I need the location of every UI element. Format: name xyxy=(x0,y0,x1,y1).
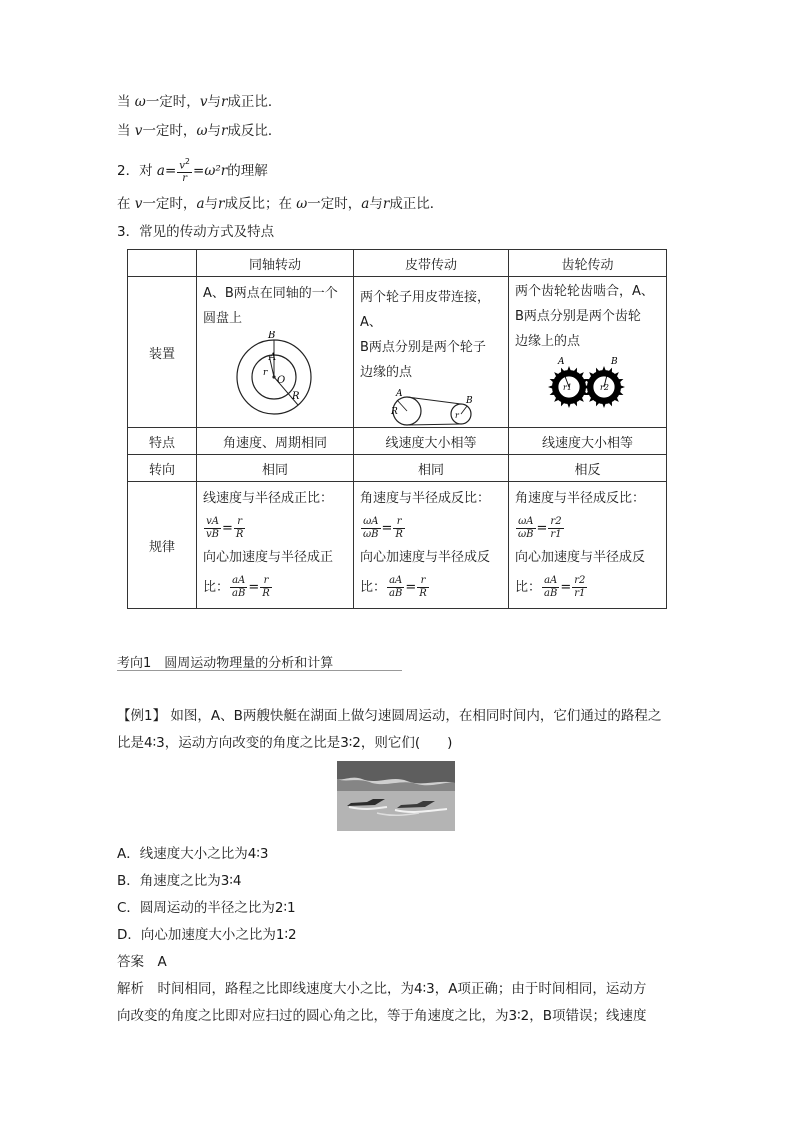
text: 比： xyxy=(515,579,542,595)
option-a: A．线速度大小之比为4∶3 xyxy=(117,846,269,862)
table-row-law xyxy=(128,482,667,609)
cell-direction-coaxial: 相同 xyxy=(197,455,354,482)
frac-num: aA xyxy=(542,576,559,588)
frac-den: aB xyxy=(389,587,403,599)
label-r: r xyxy=(455,411,459,420)
omega-symbol: ω xyxy=(134,94,146,110)
table-header-row xyxy=(128,250,667,277)
text: B两点分别是两个齿轮 xyxy=(515,309,641,324)
frac-num: aA xyxy=(387,576,404,588)
frac-num: r2 xyxy=(550,515,562,527)
label-r: r xyxy=(263,368,268,378)
text: 边缘的点 xyxy=(360,365,413,380)
r-symbol: r xyxy=(220,123,228,139)
text: 在 xyxy=(117,196,131,212)
text: B两点分别是两个轮子 xyxy=(360,340,486,355)
option-b: B．角速度之比为3∶4 xyxy=(117,873,242,889)
frac-num: ωA xyxy=(361,517,381,529)
text: 角速度与半径成反比： xyxy=(360,491,491,506)
analysis-line-1: 解析 时间相同，路程之比即线速度大小之比，为4∶3，A项正确；由于时间相同，运动方 xyxy=(117,981,647,997)
v-symbol: v xyxy=(199,94,208,110)
text: 与 xyxy=(204,196,218,212)
cell-feature-coaxial: 角速度、周期相同 xyxy=(197,428,354,455)
frac-num: vA xyxy=(204,517,221,529)
omega-symbol: ω xyxy=(296,196,308,212)
velocity-ratio-formula: $\frac{vA}{vB}$ = $\frac{r}{R}$ xyxy=(206,515,244,540)
cell-device-belt xyxy=(354,277,509,428)
row-label-direction: 转向 xyxy=(128,455,197,482)
frac-den: R xyxy=(262,587,270,599)
v-symbol: v xyxy=(134,123,143,139)
example-line-1: 【例1】 如图，A、B两艘快艇在湖面上做匀速圆周运动，在相同时间内，它们通过的路程之 xyxy=(117,708,662,724)
a-symbol: a xyxy=(361,196,370,212)
cell-law-coaxial xyxy=(197,482,354,609)
text: 与 xyxy=(207,94,221,110)
label-R: R xyxy=(391,407,398,417)
label-r2: r2 xyxy=(599,383,609,392)
text: 向心加速度与半径成反 xyxy=(515,550,646,565)
cell-direction-belt: 相同 xyxy=(354,455,509,482)
header-belt: 皮带传动 xyxy=(354,250,509,277)
label-r1: r1 xyxy=(562,383,572,392)
text: 向心加速度与半径成正 xyxy=(203,550,334,565)
label-A: A xyxy=(396,389,403,399)
text: 的理解 xyxy=(227,163,268,180)
label-R: R xyxy=(292,391,300,402)
angular-ratio-formula: $\frac{\omega A}{\omega B}$ = $\frac{r}{R}$ xyxy=(363,515,403,540)
frac-den: R xyxy=(419,587,427,599)
label-B: B xyxy=(268,331,276,341)
acceleration-ratio-formula: 比： $\frac{aA}{aB}$ = $\frac{r}{R}$ xyxy=(203,574,270,599)
cell-law-belt xyxy=(354,482,509,609)
cell-feature-gear: 线速度大小相等 xyxy=(509,428,667,455)
frac-num: r2 xyxy=(574,574,586,586)
row-label-feature: 特点 xyxy=(128,428,197,455)
acceleration-ratio-formula: 比： $\frac{aA}{aB}$ = $\frac{r2}{r1}$ xyxy=(515,574,586,599)
frac-den: aB xyxy=(544,587,558,599)
text: 两个轮子用皮带连接，A、 xyxy=(360,290,491,330)
section-heading: 考向1 圆周运动物理量的分析和计算 xyxy=(117,652,402,671)
v2-over-r-fraction: $\frac{v^2}{r}$ xyxy=(179,157,191,185)
table-row-feature xyxy=(128,428,667,455)
text: 一定时， xyxy=(142,123,197,139)
text-line-3 xyxy=(117,158,268,184)
text-line-5: 3．常见的传动方式及特点 xyxy=(117,224,275,240)
v-symbol: v xyxy=(134,196,143,212)
text: 一定时， xyxy=(142,196,197,212)
table-corner xyxy=(128,250,197,277)
text: 圆盘上 xyxy=(203,311,243,326)
frac-num: r xyxy=(234,517,246,529)
answer: 答案 A xyxy=(117,954,167,970)
analysis-line-2: 向改变的角度之比即对应扫过的圆心角之比，等于角速度之比，为3∶2，B项错误；线速度 xyxy=(117,1008,647,1024)
cell-device-gear xyxy=(509,277,667,428)
table-row-device xyxy=(128,277,667,428)
row-label-law: 规律 xyxy=(128,482,197,609)
speedboats-photo xyxy=(337,761,455,831)
cell-device-coaxial xyxy=(197,277,354,428)
text: 2．对 xyxy=(117,163,153,180)
text: 与 xyxy=(369,196,383,212)
acceleration-ratio-formula: 比： $\frac{aA}{aB}$ = $\frac{r}{R}$ xyxy=(360,574,427,599)
text: 成反比；在 xyxy=(224,196,292,212)
r-symbol: r xyxy=(218,196,225,212)
cell-feature-belt: 线速度大小相等 xyxy=(354,428,509,455)
cell-law-gear xyxy=(509,482,667,609)
angular-ratio-formula: $\frac{\omega A}{\omega B}$ = $\frac{r2}{r1}$ xyxy=(518,515,562,540)
omega-symbol: ω xyxy=(196,123,208,139)
a-symbol: a xyxy=(156,163,165,180)
equals: = xyxy=(164,163,177,180)
coaxial-disk-diagram xyxy=(230,331,320,421)
r-symbol: r xyxy=(220,94,228,110)
frac-den: r1 xyxy=(550,528,562,540)
text: 比： xyxy=(360,579,387,595)
frac-num: r xyxy=(393,517,405,529)
text: A、B两点在同轴的一个 xyxy=(203,286,338,301)
text: 一定时， xyxy=(145,94,200,110)
r-symbol: r xyxy=(382,196,390,212)
option-d: D．向心加速度大小之比为1∶2 xyxy=(117,927,297,943)
text-line-4 xyxy=(117,194,443,214)
text: 向心加速度与半径成反 xyxy=(360,550,491,565)
text: 线速度与半径成正比： xyxy=(203,491,334,506)
frac-den: ωB xyxy=(363,528,379,540)
equals: = xyxy=(193,163,205,180)
text: 当 xyxy=(117,94,131,110)
a-symbol: a xyxy=(196,196,205,212)
belt-drive-diagram xyxy=(381,385,481,427)
label-A: A xyxy=(557,357,564,367)
text: 边缘上的点 xyxy=(515,334,581,349)
frac-den: vB xyxy=(206,528,219,540)
text: 两个齿轮轮齿啮合，A、 xyxy=(515,284,654,299)
example-line-2: 比是4∶3，运动方向改变的角度之比是3∶2，则它们( ) xyxy=(117,735,453,751)
option-c: C．圆周运动的半径之比为2∶1 xyxy=(117,900,296,916)
label-O: O xyxy=(277,375,286,386)
text: 比： xyxy=(203,579,230,595)
text: 当 xyxy=(117,123,131,139)
cell-direction-gear: 相反 xyxy=(509,455,667,482)
text: 成正比． xyxy=(389,196,444,212)
transmission-table xyxy=(127,249,667,609)
frac-num: ωA xyxy=(516,517,536,529)
frac-num: r xyxy=(417,576,429,588)
omega-squared-r: ω²r xyxy=(204,163,228,180)
frac-den: R xyxy=(235,528,244,540)
frac-den: aB xyxy=(232,587,246,599)
gear-drive-diagram xyxy=(533,354,643,410)
frac-den: r1 xyxy=(574,587,586,599)
frac-num: r xyxy=(260,576,272,588)
text: 一定时， xyxy=(307,196,362,212)
text-line-2 xyxy=(117,121,281,141)
label-B: B xyxy=(610,357,618,367)
text-line-1 xyxy=(117,92,281,112)
text: 与 xyxy=(207,123,221,139)
text: 成正比． xyxy=(227,94,282,110)
row-label-device: 装置 xyxy=(128,277,197,428)
text: 成反比． xyxy=(227,123,282,139)
label-A: A xyxy=(269,352,277,363)
label-B: B xyxy=(466,396,473,406)
header-gear: 齿轮传动 xyxy=(509,250,667,277)
frac-den: ωB xyxy=(518,528,534,540)
frac-den: R xyxy=(395,528,403,540)
frac-num: aA xyxy=(230,576,247,588)
table-row-direction xyxy=(128,455,667,482)
text: 角速度与半径成反比： xyxy=(515,491,646,506)
header-coaxial: 同轴转动 xyxy=(197,250,354,277)
